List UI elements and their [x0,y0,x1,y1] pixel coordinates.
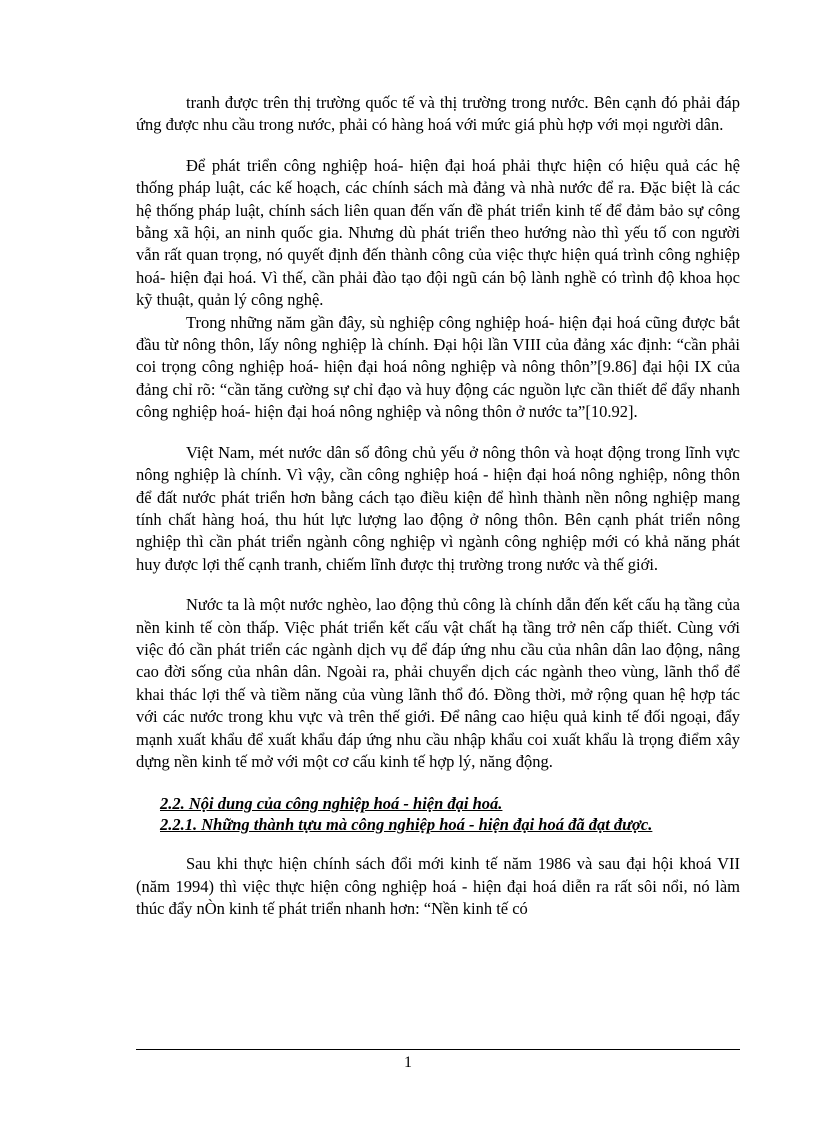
page-number: 1 [404,1054,412,1071]
paragraph-4: Việt Nam, mét nước dân số đông chủ yếu ở nông thôn và hoạt động trong lĩnh vực nông nghiệp là chính. Vì vậy, cần công nghiệp hoá - hiện đại hoá nông nghiệp, nông thôn để đất nước phát triển hơn bằng cách tạo điều kiện để hình thành nền nông nghiệp mang tính chất hàng hoá, thu hút lực lượng lao động ở nông thôn. Bên cạnh phát triển nông nghiệp thì cần phát triển ngành công nghiệp vì ngành công nghiệp mới có khả năng phát huy được lợi thế cạnh tranh, chiếm lĩnh được thị trường trong nước và thế giới. [136,442,740,574]
paragraph-1: tranh được trên thị trường quốc tế và thị trường trong nước. Bên cạnh đó phải đáp ứng được nhu cầu trong nước, phải có hàng hoá với mức giá phù hợp với mọi người dân. [136,93,740,135]
section-heading-2-2: 2.2. Nội dung của công nghiệp hoá - hiện đại hoá. [160,794,503,814]
section-heading-2-2-1: 2.2.1. Những thành tựu mà công nghiệp hoá - hiện đại hoá đã đạt được. [160,815,653,835]
paragraph-3: Trong những năm gần đây, sù nghiệp công nghiệp hoá- hiện đại hoá cũng được bắt đầu từ nông thôn, lấy nông nghiệp là chính. Đại hội lần VIII của đảng xác định: “cần phải coi trọng công nghiệp hoá- hiện đại hoá nông nghiệp và nông thôn”[9.86] đại hội IX của đảng chỉ rõ: “cần tăng cường sự chỉ đạo và huy động các nguồn lực cần thiết để đẩy nhanh công nghiệp hoá- hiện đại hoá nông nghiệp và nông thôn ở nước ta”[10.92]. [136,312,740,422]
paragraph-6: Sau khi thực hiện chính sách đổi mới kinh tế năm 1986 và sau đại hội khoá VII (năm 1994) thì việc thực hiện công nghiệp hoá - hiện đại hoá diễn ra rất sôi nổi, nó làm thúc đẩy nÒn kinh tế phát triển nhanh hơn: “Nền kinh tế có [136,854,740,919]
paragraph-2: Để phát triển công nghiệp hoá- hiện đại hoá phải thực hiện có hiệu quả các hệ thống pháp luật, các kế hoạch, các chính sách mà đảng và nhà nước để ra. Đặc biệt là các hệ thống pháp luật, chính sách liên quan đến vấn đề phát triển kinh tế để đảm bảo sự công bằng xã hội, an ninh quốc gia. Nhưng dù phát triển theo hướng nào thì yếu tố con người vẫn rất quan trọng, nó quyết định đến thành công của việc thực hiện quá trình công nghiệp hoá- hiện đại hoá. Vì thế, cần phải đào tạo đội ngũ cán bộ lành nghề có trình độ khoa học kỹ thuật, quản lý công nghệ. [136,155,740,310]
paragraph-5: Nước ta là một nước nghèo, lao động thủ công là chính dẫn đến kết cấu hạ tầng của nền kinh tế còn thấp. Việc phát triển kết cấu vật chất hạ tầng trở nên cấp thiết. Cùng với việc đó cần phát triển các ngành dịch vụ để đáp ứng nhu cầu của nhân dân lao động, nâng cao đời sống của nhân dân. Ngoài ra, phải chuyển dịch các ngành theo vùng, lãnh thổ để khai thác lợi thế và tiềm năng của vùng lãnh thổ đó. Đồng thời, mở rộng quan hệ hợp tác với các nước trong khu vực và trên thế giới. Để nâng cao hiệu quả kinh tế đối ngoại, đẩy mạnh xuất khẩu để xuất khẩu đáp ứng nhu cầu nhập khẩu coi xuất khẩu là trọng điểm xây dựng nền kinh tế mở với một cơ cấu kinh tế hợp lý, năng động. [136,595,740,771]
footer-divider [136,1049,740,1050]
document-body [136,92,740,921]
